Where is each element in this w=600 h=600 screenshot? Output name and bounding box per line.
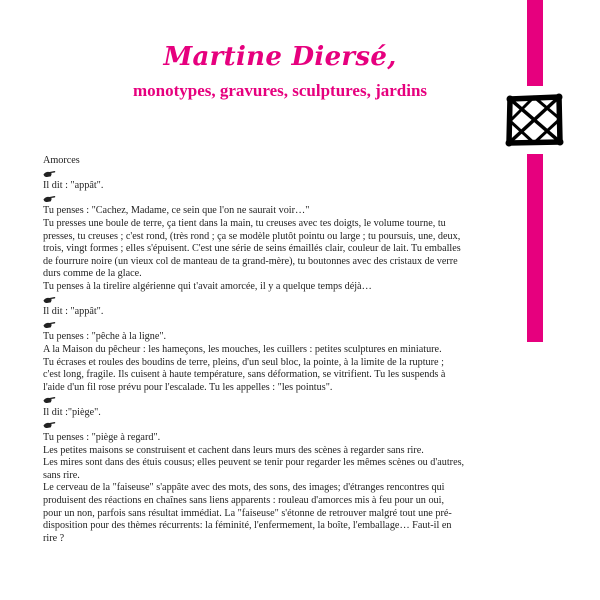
page-subtitle: monotypes, gravures, sculptures, jardins — [132, 81, 428, 100]
text-line: disposition pour des thèmes récurrents: la féminité, l'enfermement, la boîte, l'emballage… Faut-il en — [43, 520, 452, 532]
pointing-hand-icon — [43, 319, 501, 332]
said-line: Il dit : "appât". — [43, 306, 104, 318]
text-line: sans rire. — [43, 469, 80, 481]
pointing-hand-icon — [43, 193, 501, 206]
text-line: durs comme de la glace. — [43, 268, 142, 280]
text-line: Les mires sont dans des étuis cousus; elles peuvent se tenir pour regarder les mêmes scènes ou d'autres, — [43, 457, 465, 469]
text-line: l'aide d'un fil rose prévu pour l'escalade. Tu les appelles : "les pointus". — [43, 381, 333, 393]
text-line: trois, vingt formes ; elles s'épuisent. C'est une série de seins émaillés clair, couleur de lait. Tu emballes — [43, 243, 461, 255]
pointing-hand-icon — [43, 419, 501, 432]
text-line: rire ? — [43, 532, 65, 544]
text-line: Les petites maisons se construisent et cachent dans leurs murs des scènes à regarder sans rire. — [43, 444, 424, 456]
text-line: pour un non, parfois sans résultat immédiat. La "faiseuse" s'étonne de retrouver malgré tout une pré- — [43, 507, 452, 519]
page-title: Martine Diersé, — [163, 42, 397, 72]
pointing-hand-icon — [43, 394, 501, 407]
pointing-hand-icon — [43, 294, 501, 307]
text-line: Tu penses : "Cachez, Madame, ce sein que l'on ne saurait voir…" — [43, 205, 310, 217]
text-line: Tu penses : "pêche à la ligne". — [43, 331, 167, 343]
article-heading: Amorces — [43, 155, 80, 166]
said-line: Il dit : "appât". — [43, 180, 104, 192]
text-line: A la Maison du pêcheur : les hameçons, les mouches, les cuillers : petites sculptures en miniature. — [43, 343, 442, 355]
crossed-box-logo — [496, 86, 574, 154]
text-line: Tu presses une boule de terre, ça tient dans la main, tu creuses avec tes doigts, le volume tourne, tu — [43, 217, 446, 229]
text-line: Le cerveau de la "faiseuse" s'appâte avec des mots, des sons, des images; d'étranges rencontres qui — [43, 482, 445, 494]
text-line: presses, tu creuses ; c'est rond, (très rond ; ça se modèle plutôt pointu ou large ; tu poursuis, une, deux, — [43, 230, 461, 242]
text-line: de fourrure noire (un vieux col de manteau de ta grand-mère), tu boutonnes avec des cristaux de verre — [43, 255, 458, 267]
text-line: Tu écrases et roules des boudins de terre, pleins, d'un seul bloc, la pointe, à la limite de la rupture ; — [43, 356, 444, 368]
article-body — [43, 155, 501, 545]
crossed-box-logo-svg — [496, 86, 574, 154]
text-line: Tu penses : "piège à regard". — [43, 432, 161, 444]
pink-vertical-bar — [527, 0, 543, 342]
said-line: Il dit :"piège". — [43, 406, 101, 418]
pointing-hand-icon — [43, 168, 501, 181]
text-line: produisent des réactions en chaînes sans liens apparents : rouleau d'amorces mis à feu pour un oui, — [43, 495, 445, 507]
text-line: c'est long, fragile. Ils cuisent à haute température, sans déformation, se vitrifient. Tu les suspends à — [43, 369, 446, 381]
text-line: Tu penses à la tirelire algérienne qui t'avait amorcée, il y a quelque temps déjà… — [43, 280, 372, 292]
